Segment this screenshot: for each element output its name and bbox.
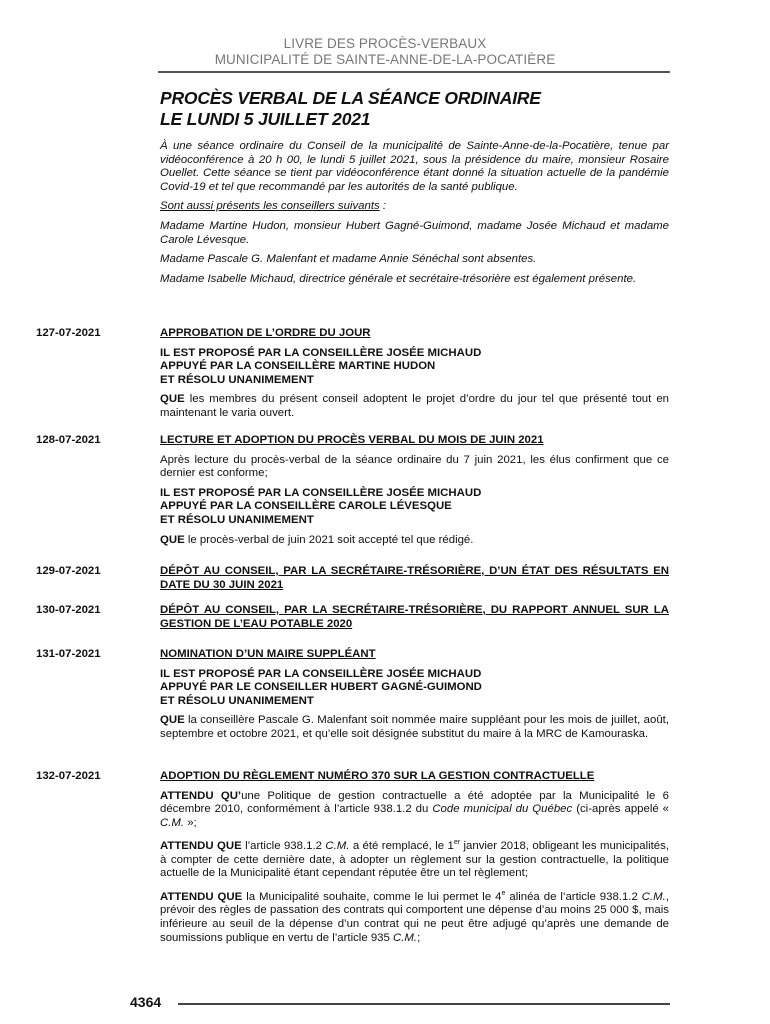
absent-councillors: Madame Pascale G. Malenfant et madame Annie Sénéchal sont absentes. — [160, 253, 537, 266]
present-colon: : — [379, 200, 387, 213]
page-number: 4364 — [130, 994, 162, 1010]
document-title — [160, 88, 680, 130]
resolution-129 — [160, 565, 669, 592]
que-lead: QUE — [160, 393, 185, 406]
attendu-text: une Politique de gestion contractuelle a été adoptée par la Municipalité le 6 décembre 2010, conformément à l’article 938.1.2 du — [160, 789, 669, 816]
title-line-2: LE LUNDI 5 JUILLET 2021 — [160, 109, 371, 129]
intro-block — [160, 140, 669, 292]
resolution-heading: ADOPTION DU RÈGLEMENT NUMÉRO 370 SUR LA GESTION CONTRACTUELLE — [160, 770, 595, 782]
motion-line: APPUYÉ PAR LA CONSEILLÈRE CAROLE LÉVESQUE — [160, 500, 452, 513]
resolution-number: 132-07-2021 — [36, 770, 101, 782]
resolution-text — [160, 534, 669, 548]
resolution-number: 127-07-2021 — [36, 327, 101, 339]
motion-line: ET RÉSOLU UNANIMEMENT — [160, 694, 314, 707]
resolution-heading: DÉPÔT AU CONSEIL, PAR LA SECRÉTAIRE-TRÉSORIÈRE, D’UN ÉTAT DES RÉSULTATS EN DATE DU 30 JUIN 2021 — [160, 565, 669, 591]
present-councillors: Madame Martine Hudon, monsieur Hubert Gagné-Guimond, madame Josée Michaud et madame Carole Lévesque. — [160, 219, 669, 246]
superscript: er — [453, 839, 461, 847]
resolution-intro: Après lecture du procès-verbal de la séance ordinaire du 7 juin 2021, les élus confirment que ce dernier est conforme; — [160, 453, 669, 480]
attendu-text: »; — [184, 816, 197, 829]
motion-line: IL EST PROPOSÉ PAR LA CONSEILLÈRE JOSÉE MICHAUD — [160, 346, 482, 359]
attendu-lead: ATTENDU QU’ — [160, 789, 242, 802]
attendu-text: la Municipalité souhaite, comme le lui permet le 4 — [242, 890, 502, 903]
cm-reference: C.M. — [325, 840, 350, 853]
resolution-text — [160, 393, 669, 420]
header-rule — [158, 71, 670, 73]
attendu-text: l’article 938.1.2 — [241, 840, 326, 853]
attendu-text: (ci-après appelé « — [572, 803, 670, 816]
resolution-heading: NOMINATION D’UN MAIRE SUPPLÉANT — [160, 648, 376, 660]
cm-reference: C.M. — [641, 890, 666, 903]
footer-rule — [178, 1003, 670, 1005]
motion-line: ET RÉSOLU UNANIMEMENT — [160, 373, 314, 386]
present-label: Sont aussi présents les conseillers suivants — [160, 200, 380, 213]
resolution-number: 130-07-2021 — [36, 604, 101, 616]
resolution-131 — [160, 648, 669, 742]
attendu-text: , prévoir des règles de passation des contrats qui comportent une dépense d’au moins 25 000 $, mais inférieure au seuil de la dépense d’un contrat qui ne peut être adjugé qu’après une demande de soumissions publique en vertu de l’article 935 — [160, 890, 669, 944]
superscript: e — [501, 889, 506, 897]
attendu-paragraph — [160, 887, 669, 945]
header-line-1: LIVRE DES PROCÈS-VERBAUX — [283, 36, 487, 51]
code-reference: Code municipal du Québec — [432, 803, 573, 816]
motion-line: ET RÉSOLU UNANIMEMENT — [160, 513, 314, 526]
cm-reference: C.M. — [160, 816, 185, 829]
motion-line: APPUYÉ PAR LA CONSEILLÈRE MARTINE HUDON — [160, 360, 436, 373]
motion-line: IL EST PROPOSÉ PAR LA CONSEILLÈRE JOSÉE MICHAUD — [160, 667, 482, 680]
resolution-127 — [160, 327, 669, 421]
resolution-body: la conseillère Pascale G. Malenfant soit nommée maire suppléant pour les mois de juillet, août, septembre et octobre 2021, et qu’elle soit désignée substitut du maire à la MRC de Kamouraska. — [160, 714, 669, 740]
resolution-number: 128-07-2021 — [36, 434, 101, 446]
resolution-number: 131-07-2021 — [36, 648, 101, 660]
header-line-2: MUNICIPALITÉ DE SAINTE-ANNE-DE-LA-POCATIÈRE — [214, 52, 556, 67]
que-lead: QUE — [160, 533, 185, 546]
intro-paragraph: À une séance ordinaire du Conseil de la municipalité de Sainte-Anne-de-la-Pocatière, tenue par vidéoconférence à 20 h 00, le lundi 5 juillet 2021, sous la présidence du maire, monsieur Rosaire Ouellet. Cette séance se tient par vidéoconférence étant donné la situation actuelle de la pandémie Covid-19 et tel que recommandé par les autorités de la santé publique. — [160, 140, 669, 193]
resolution-128 — [160, 434, 669, 547]
attendu-text: alinéa de l’article 938.1.2 — [505, 890, 642, 903]
motion-line: IL EST PROPOSÉ PAR LA CONSEILLÈRE JOSÉE MICHAUD — [160, 486, 482, 499]
attendu-text: ; — [417, 931, 421, 944]
present-label-line — [160, 200, 669, 214]
resolution-heading: LECTURE ET ADOPTION DU PROCÈS VERBAL DU MOIS DE JUIN 2021 — [160, 434, 544, 446]
attendu-lead: ATTENDU QUE — [160, 840, 242, 853]
title-line-1: PROCÈS VERBAL DE LA SÉANCE ORDINAIRE — [160, 88, 541, 108]
resolution-132 — [160, 770, 669, 945]
resolution-body: les membres du présent conseil adoptent le projet d’ordre du jour tel que présenté tout en maintenant le varia ouvert. — [160, 393, 669, 419]
attendu-paragraph — [160, 836, 669, 881]
director-present: Madame Isabelle Michaud, directrice générale et secrétaire-trésorière est également présente. — [160, 272, 637, 285]
attendu-text: janvier 2018, obligeant les municipalités, à compter de cette dernière date, à adopter un règlement sur la gestion contractuelle, la politique actuelle de la Municipalité étant cependant réputée être un tel règlement; — [160, 840, 669, 880]
page-header — [0, 36, 770, 68]
cm-reference: C.M. — [393, 931, 418, 944]
attendu-text: a été remplacé, le 1 — [349, 840, 454, 853]
attendu-paragraph — [160, 790, 669, 831]
que-lead: QUE — [160, 714, 185, 727]
resolution-body: le procès-verbal de juin 2021 soit accepté tel que rédigé. — [184, 533, 474, 546]
resolution-text — [160, 714, 669, 741]
resolution-heading: APPROBATION DE L’ORDRE DU JOUR — [160, 327, 371, 339]
resolution-130 — [160, 604, 669, 631]
resolution-heading: DÉPÔT AU CONSEIL, PAR LA SECRÉTAIRE-TRÉSORIÈRE, DU RAPPORT ANNUEL SUR LA GESTION DE L’EAU POTABLE 2020 — [160, 604, 669, 630]
motion-line: APPUYÉ PAR LE CONSEILLER HUBERT GAGNÉ-GUIMOND — [160, 681, 482, 694]
resolution-number: 129-07-2021 — [36, 565, 101, 577]
attendu-lead: ATTENDU QUE — [160, 890, 243, 903]
